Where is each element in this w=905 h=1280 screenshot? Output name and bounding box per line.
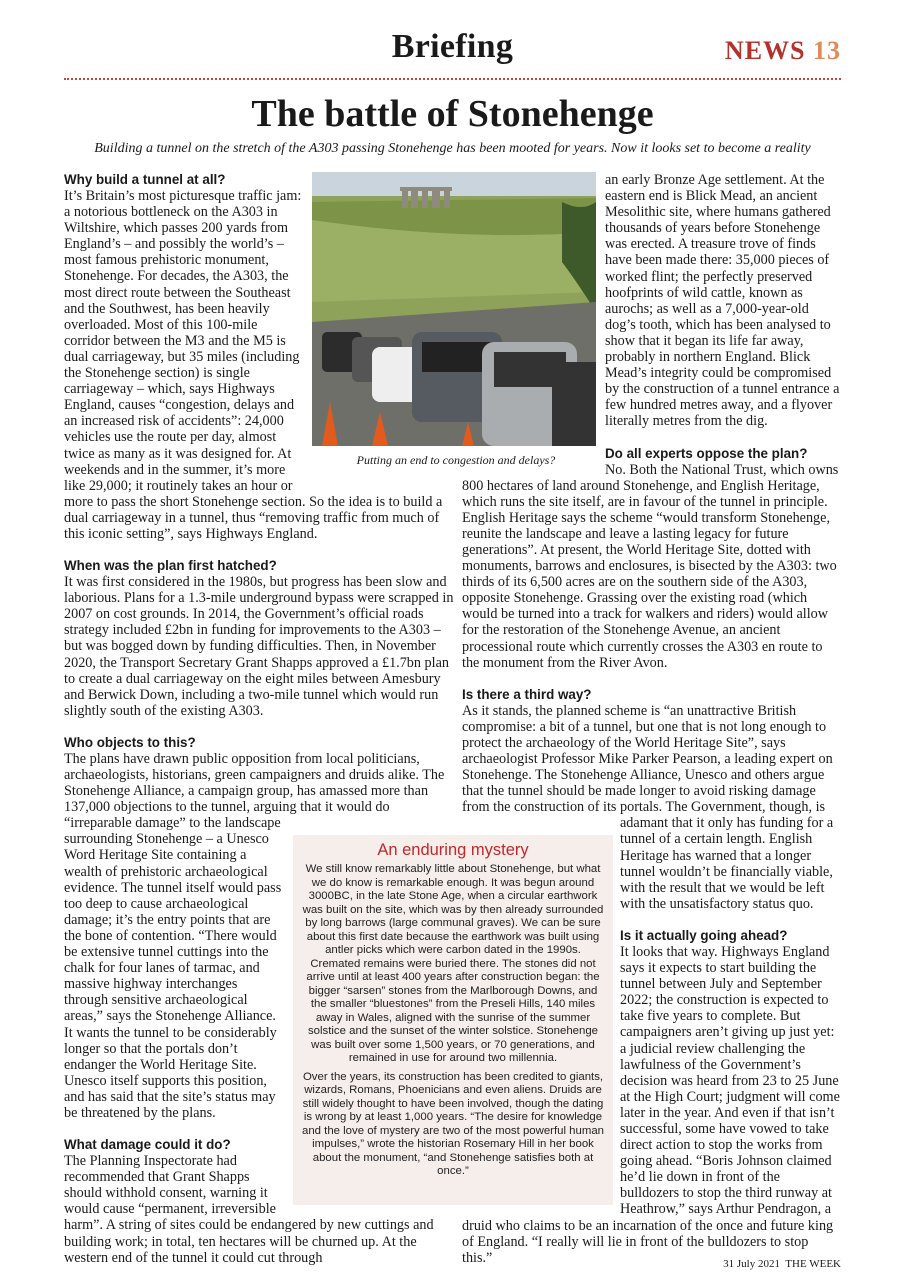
page-footer [723,1258,841,1270]
section-title: Briefing [391,28,514,65]
page-label [725,36,841,66]
section-text: an early Bronze Age settlement. At the eastern end is Blick Mead, an ancient Mesolithic site, where humans gathered thousands of years before Stonehenge was erected. A treasure trove of finds have been made there: 35,000 pieces of worked flint; the perfectly preserved hoofprints of wild cattle, known as aurochs; as well as a 7,000-year-old dog’s tooth, which has been analysed to show that it began its life far away, probably in northern England. Blick Mead’s integrity could be compromised by the construction of a tunnel entrance a few hundred metres away, and a flyover literally metres from the dig. [605,172,840,430]
section-text: It looks that way. Highways England says it expects to start building the tunnel between July and September 2022; the construction is expected to take five years to complete. But campaigners aren’t giving up just yet: a judicial review challenging the lawfulness of the Government’s decision was heard from 23 to 25 June at the High Court; judgment will come later in the year. And even if that isn’t successful, some have vowed to take direct action to stop the works from going ahead. “Boris Johnson claimed he’d lie down in front of the bulldozers to stop the third runway at Heathrow,” says Arthur Pendragon, a druid who claims to be an incarnation of the once and future king of England. “I really will lie in front of the bulldozers to stop this.” [462,943,840,1266]
photo-caption: Putting an end to congestion and delays? [356,453,556,467]
standfirst: Building a tunnel on the stretch of the A303 passing Stonehenge has been mooted for years. Now it looks set to become a reality [94,141,811,156]
publication-name: THE WEEK [785,1258,841,1270]
section-heading: What damage could it do? [64,1137,231,1153]
section-text: No. Both the National Trust, which owns 800 hectares of land around Stonehenge, and English Heritage, which runs the site itself, are in favour of the tunnel in principle. English Heritage says the scheme “would transform Stonehenge, reunite the landscape and leave a lasting legacy for future generations”. At present, the World Heritage Site, dotted with monuments, barrows and enclosures, is bisected by the A303: two thirds of its 6,500 acres are on the southern side of the A303, opposite Stonehenge. Grassing over the existing road (which would be turned into a track for walkers and riders) would allow for the restoration of the Stonehenge Avenue, an ancient processional route which currently crosses the A303 en route to the monument from the River Avon. [462,461,839,671]
section-heading: Who objects to this? [64,734,196,750]
section-heading: Do all experts oppose the plan? [605,445,808,461]
sidebar-box [293,835,613,1205]
section-heading: Is it actually going ahead? [620,927,788,943]
section-text: It’s Britain’s most picturesque traffic jam: a notorious bottleneck on the A303 in Wiltshire, which passes 200 yards from England’s – and possibly the world’s – most famous prehistoric monument, Stonehenge. For decades, the A303, the most direct route between the Southeast and the Southwest, has been heavily overloaded. Most of this 100-mile corridor between the M3 and the M5 is dual carriageway, but 35 miles (including the Stonehenge section) is single carriageway – which, says Highways England, causes “congestion, delays and an increased risk of accidents”: 24,000 vehicles use the route per day, almost twice as many as it was designed for. At weekends and in the summer, it’s more like 29,000; it routinely takes an hour or more to pass the short Stonehenge section. So the idea is to build a dual carriageway in a tunnel, thus “removing traffic from much of this iconic setting”, says Highways England. [64,188,443,542]
stonehenge-traffic-photo [312,172,596,446]
article-title: The battle of Stonehenge [251,93,654,135]
section-text: As it stands, the planned scheme is “an unattractive British compromise: a bit of a tunnel, but one that is not long enough to protect the archaeology of the World Heritage Site”, says archaeologist Professor Mike Parker Pearson, a leading expert on Stonehenge. The Stonehenge Alliance, Unesco and others argue that the tunnel should be made longer to avoid risking damage from the construction of its portals. The Government, though, is adamant that it only has funding for a tunnel of a certain length. English Heritage has warned that a longer tunnel wouldn’t be financially viable, with the result that we would be left with the unsatisfactory status quo. [462,702,834,912]
page-number: 13 [813,36,841,65]
section-text: The Planning Inspectorate had recommended that Grant Shapps should withhold consent, warning it would cause “permanent, irreversible harm”. A string of sites could be endangered by new cuttings and building work; in total, ten hectares will be churned up. At the western end of the tunnel it could cut through [64,1153,434,1266]
section-text: It was first considered in the 1980s, but progress has been slow and laborious. Plans for a 1.3-mile underground bypass were scrapped in 2007 on cost grounds. In 2014, the Government’s official roads strategy included £2bn in funding for improvements to the A303 – but was bogged down by funding difficulties. Then, in November 2020, the Transport Secretary Grant Shapps approved a £1.7bn plan to create a dual carriageway on the eight miles between Amesbury and Berwick Down, including a two-mile tunnel which would run slightly south of the existing A303. [64,574,454,719]
section-heading: When was the plan first hatched? [64,558,277,574]
section-heading: Why build a tunnel at all? [64,172,226,187]
news-label: NEWS [724,36,806,65]
section-heading: Is there a third way? [462,686,592,702]
header-divider [64,78,841,80]
issue-date: 31 July 2021 [723,1258,780,1270]
section-text: The plans have drawn public opposition from local politicians, archaeologists, historians, green campaigners and druids alike. The Stonehenge Alliance, a campaign group, has amassed more than 137,000 objections to the tunnel, arguing that it would do “irreparable damage” to the landscape surrounding Stonehenge – a Unesco Word Heritage Site containing a wealth of prehistoric archaeological evidence. The tunnel itself would pass too deep to cause archaeological damage; it’s the entry points that are the bone of contention. “There would be extensive tunnel cuttings into the chalk for four lanes of tarmac, and massive highway interchanges through sensitive archaeological areas,” says the Stonehenge Alliance. It wants the tunnel to be considerably longer so that the portals don’t endanger the World Heritage Site. Unesco itself supports this position, and has said that the site’s status may be threatened by the plans. [64,750,445,1121]
sidebar-text: Over the years, its construction has been credited to giants, wizards, Romans, Phoenicians and even aliens. Druids are still widely thought to have been involved, though the dating is wrong by at least 1,000 years. “The desire for knowledge and the love of mystery are two of the most powerful human impulses,” wrote the historian Rosemary Hill in her book about the monument, “and Stonehenge satisfies both at once.” [301,1070,604,1177]
sidebar-text: We still know remarkably little about Stonehenge, but what we do know is remarkable enough. It was begun around 3000BC, in the late Stone Age, when a circular earthwork was built on the site, which was by then already surrounded by long barrows (large communal graves). We can be sure about this first date because the earthwork was built using antler picks which were carbon dated in the 1990s. Cremated remains were buried there. The stones did not arrive until at least 400 years after construction began: the bigger “sarsen” stones from the Marlborough Downs, and the smaller “bluestones” from the Preseli Hills, 140 miles away in Wales, aligned with the sunrise of the summer solstice and the sunset of the winter solstice. Stonehenge was built over some 1,500 years, or 70 generations, and remained in use for around two millennia. [302,863,604,1064]
sidebar-heading: An enduring mystery [377,841,529,859]
